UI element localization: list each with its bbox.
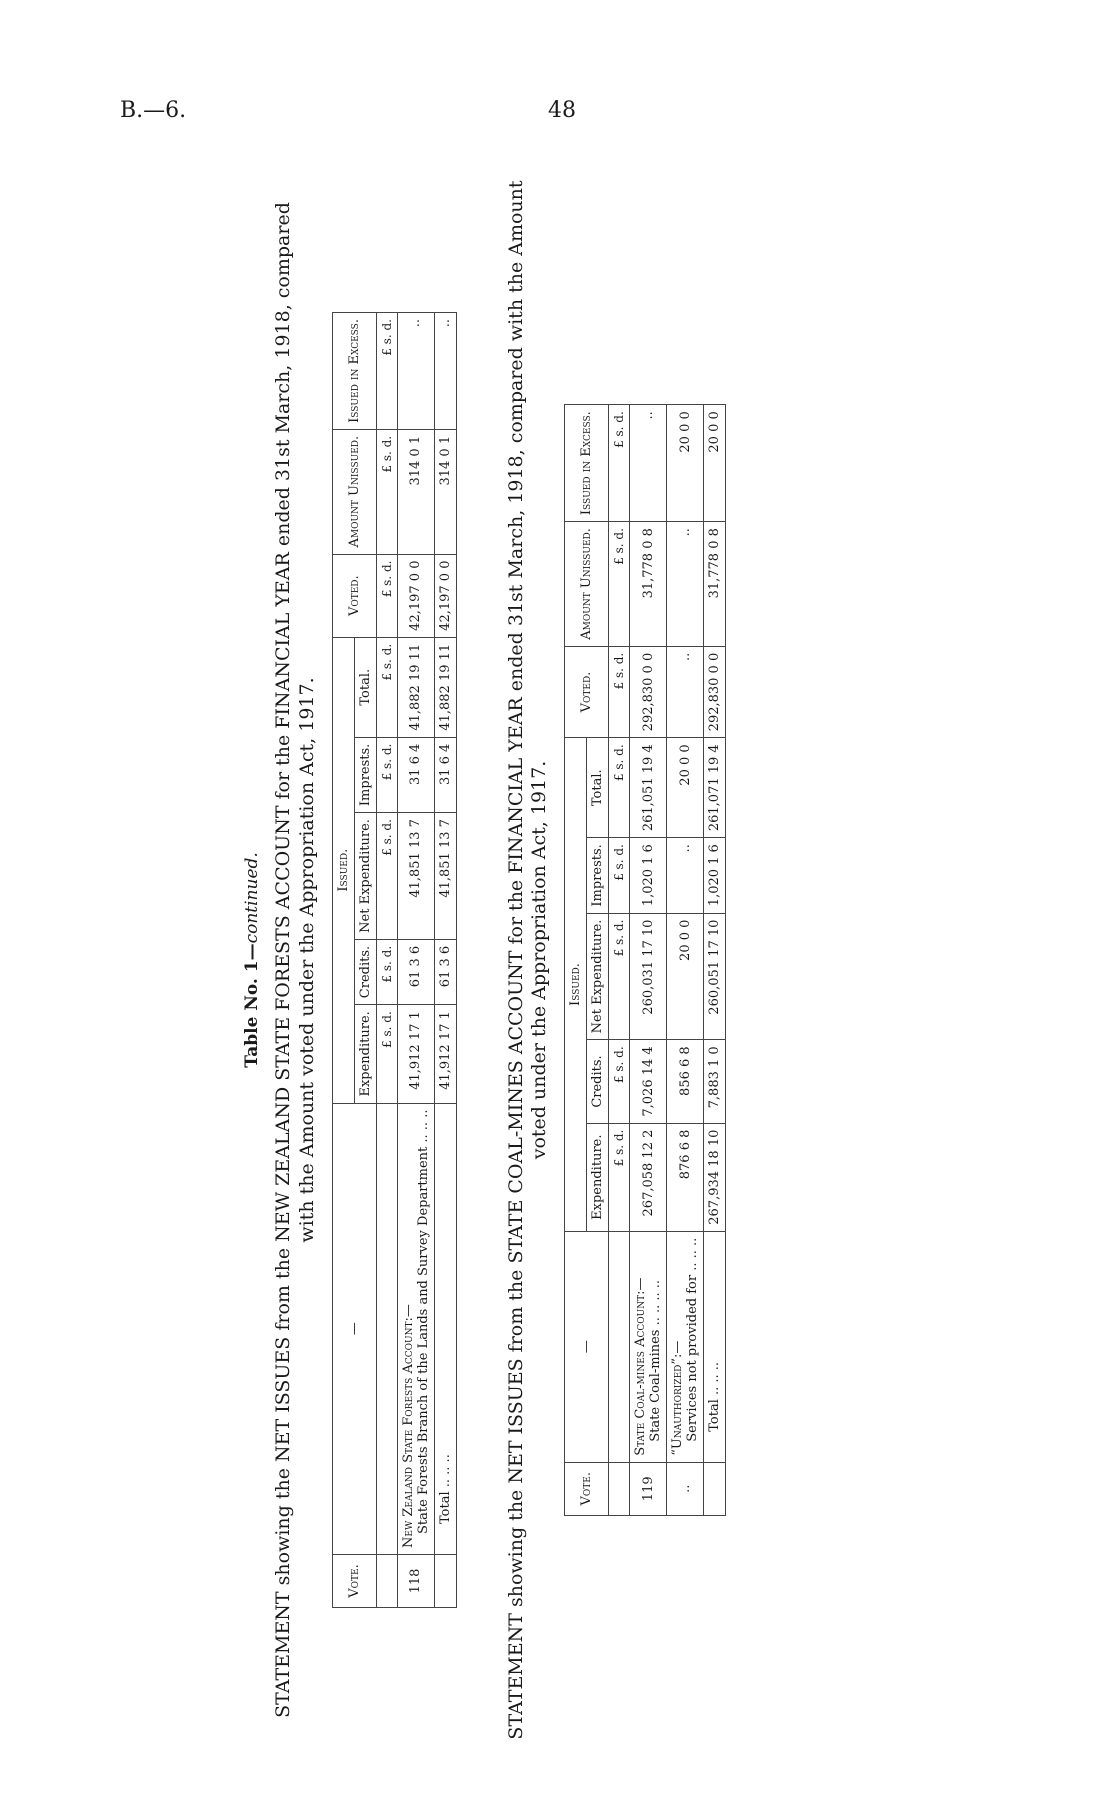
unit-cell: £ s. d.: [376, 1005, 397, 1103]
expenditure-cell: 41,912 17 1: [397, 1005, 434, 1103]
table-row: [630, 405, 667, 1516]
unissued-cell: 31,778 0 8: [704, 522, 726, 647]
voted-cell: 292,830 0 0: [704, 646, 726, 738]
page-header: [120, 98, 994, 128]
row-description: [630, 1231, 667, 1462]
unit-cell: £ s. d.: [609, 405, 630, 522]
total-label: Total .. .. ..: [434, 1103, 456, 1554]
unissued-cell: 31,778 0 8: [630, 522, 667, 647]
col-vote: Vote.: [332, 1554, 376, 1607]
vote-number: 119: [630, 1462, 667, 1515]
vote-number: 118: [397, 1554, 434, 1607]
excess-cell: ..: [434, 313, 456, 430]
table-row: [667, 405, 704, 1516]
page-reference: B.—6.: [120, 98, 187, 123]
imprests-cell: ..: [667, 838, 704, 913]
col-expenditure: Expenditure.: [354, 1005, 376, 1103]
col-desc: —: [332, 1103, 376, 1554]
unit-cell: £ s. d.: [376, 939, 397, 1004]
col-imprests: Imprests.: [354, 737, 376, 812]
net-expenditure-cell: 41,851 13 7: [434, 813, 456, 940]
unit-cell: £ s. d.: [376, 313, 397, 430]
unit-cell: £ s. d.: [376, 737, 397, 812]
table-row: [397, 313, 434, 1608]
unit-cell: £ s. d.: [376, 637, 397, 737]
expenditure-cell: 41,912 17 1: [434, 1005, 456, 1103]
table-caption: [242, 160, 262, 1760]
total-cell: 41,882 19 11: [397, 637, 434, 737]
unissued-cell: 314 0 1: [434, 429, 456, 554]
credits-cell: 7,026 14 4: [630, 1040, 667, 1123]
unit-cell: £ s. d.: [609, 1040, 630, 1123]
col-credits: Credits.: [587, 1040, 609, 1123]
col-desc: —: [565, 1231, 609, 1462]
unit-cell: £ s. d.: [376, 813, 397, 940]
excess-cell: ..: [630, 405, 667, 522]
coal-table: [564, 404, 726, 1516]
coal-statement-title: STATEMENT showing the NET ISSUES from the STATE COAL-MINES ACCOUNT for the FINANCIAL YEAR ended 31st March, 1918, compared with the Amount voted under the Appropriation Act, 1917.: [504, 180, 551, 1740]
col-unissued: Amount Unissued.: [565, 522, 609, 647]
net-expenditure-cell: 20 0 0: [667, 913, 704, 1040]
total-cell: 261,071 19 4: [704, 738, 726, 838]
credits-cell: 7,883 1 0: [704, 1040, 726, 1123]
voted-cell: 292,830 0 0: [630, 646, 667, 738]
net-expenditure-cell: 41,851 13 7: [397, 813, 434, 940]
col-credits: Credits.: [354, 939, 376, 1004]
unit-cell: £ s. d.: [609, 1123, 630, 1231]
col-issued: Issued.: [332, 637, 354, 1103]
col-voted: Voted.: [332, 554, 376, 637]
col-voted: Voted.: [565, 646, 609, 738]
credits-cell: 61 3 6: [434, 939, 456, 1004]
col-excess: Issued in Excess.: [565, 405, 609, 522]
desc-detail: Services not provided for .. .. ..: [685, 1237, 700, 1442]
units-row: [609, 405, 630, 1516]
net-expenditure-cell: 260,051 17 10: [704, 913, 726, 1040]
unit-cell: £ s. d.: [609, 838, 630, 913]
excess-cell: ..: [397, 313, 434, 430]
row-description: [397, 1103, 434, 1554]
credits-cell: 856 6 8: [667, 1040, 704, 1123]
forests-statement-title: STATEMENT showing the NET ISSUES from the NEW ZEALAND STATE FORESTS ACCOUNT for the FINANCIAL YEAR ended 31st March, 1918, compared with the Amount voted under the Appropriation Act, 1917.: [272, 202, 318, 1718]
col-net-expenditure: Net Expenditure.: [354, 813, 376, 940]
voted-cell: 42,197 0 0: [397, 554, 434, 637]
col-expenditure: Expenditure.: [587, 1123, 609, 1231]
expenditure-cell: 267,058 12 2: [630, 1123, 667, 1231]
desc-detail: State Coal-mines .. .. .. ..: [648, 1279, 663, 1442]
unissued-cell: ..: [667, 522, 704, 647]
unissued-cell: 314 0 1: [397, 429, 434, 554]
forests-table: [332, 312, 457, 1608]
col-excess: Issued in Excess.: [332, 313, 376, 430]
col-vote: Vote.: [565, 1462, 609, 1515]
total-row: [704, 405, 726, 1516]
desc-detail: State Forests Branch of the Lands and Survey Department .. .. ..: [415, 1109, 431, 1534]
total-cell: 20 0 0: [667, 738, 704, 838]
expenditure-cell: 267,934 18 10: [704, 1123, 726, 1231]
unit-cell: £ s. d.: [376, 554, 397, 637]
rotated-content: [238, 160, 878, 1760]
unit-cell: £ s. d.: [609, 738, 630, 838]
imprests-cell: 31 6 4: [434, 737, 456, 812]
unit-cell: £ s. d.: [376, 429, 397, 554]
imprests-cell: 1,020 1 6: [630, 838, 667, 913]
col-issued: Issued.: [565, 738, 587, 1231]
row-description: [667, 1231, 704, 1462]
imprests-cell: 1,020 1 6: [704, 838, 726, 913]
col-total: Total.: [587, 738, 609, 838]
unit-cell: £ s. d.: [609, 522, 630, 647]
desc-heading: State Coal-mines Account:—: [633, 1277, 648, 1456]
expenditure-cell: 876 6 8: [667, 1123, 704, 1231]
desc-heading: New Zealand State Forests Account:—: [400, 1304, 416, 1548]
col-total: Total.: [354, 637, 376, 737]
total-cell: 261,051 19 4: [630, 738, 667, 838]
units-row: [376, 313, 397, 1608]
table-caption-main: Table No. 1—: [242, 943, 262, 1068]
unit-cell: £ s. d.: [609, 646, 630, 738]
table-caption-italic: continued.: [242, 852, 262, 944]
excess-cell: 20 0 0: [704, 405, 726, 522]
col-net-expenditure: Net Expenditure.: [587, 913, 609, 1040]
page-number: 48: [548, 98, 576, 123]
desc-heading: “Unauthorized”:—: [670, 1340, 685, 1456]
total-row: [434, 313, 456, 1608]
total-label: Total .. .. ..: [704, 1231, 726, 1462]
col-imprests: Imprests.: [587, 838, 609, 913]
excess-cell: 20 0 0: [667, 405, 704, 522]
unit-cell: £ s. d.: [609, 913, 630, 1040]
col-unissued: Amount Unissued.: [332, 429, 376, 554]
credits-cell: 61 3 6: [397, 939, 434, 1004]
voted-cell: 42,197 0 0: [434, 554, 456, 637]
net-expenditure-cell: 260,031 17 10: [630, 913, 667, 1040]
vote-number: ..: [667, 1462, 704, 1515]
voted-cell: ..: [667, 646, 704, 738]
total-cell: 41,882 19 11: [434, 637, 456, 737]
imprests-cell: 31 6 4: [397, 737, 434, 812]
